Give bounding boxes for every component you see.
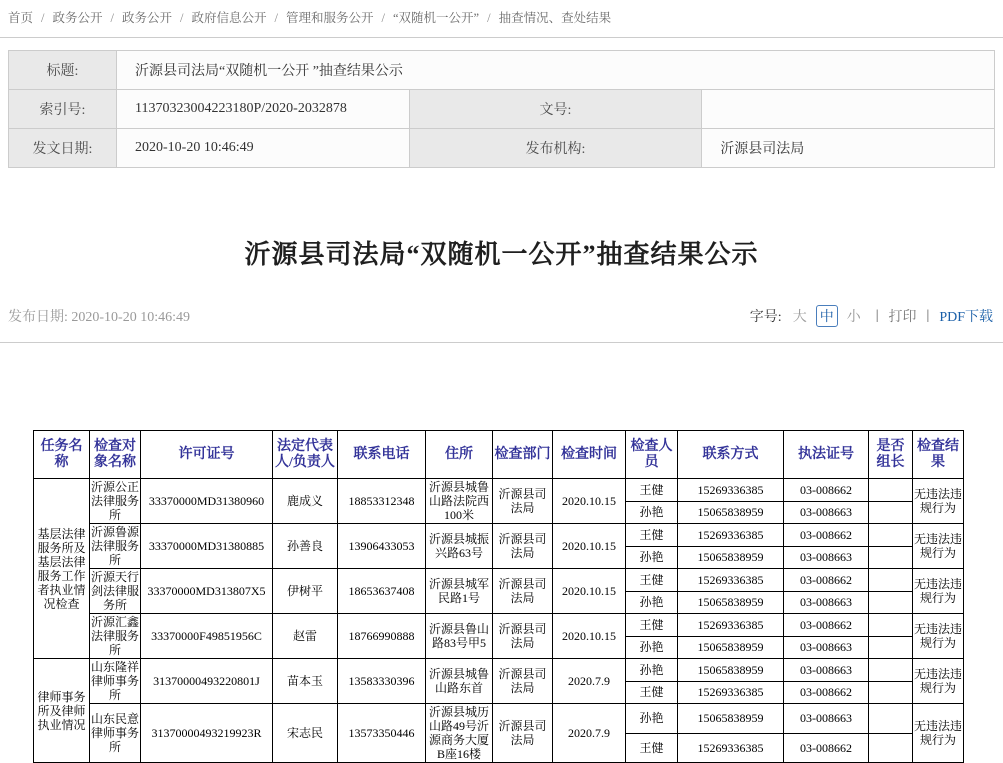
meta-title-label: 标题:	[9, 51, 117, 90]
cell-result: 无违法违规行为	[913, 524, 964, 569]
cell-phone: 13906433053	[338, 524, 426, 569]
cell-result: 无违法违规行为	[913, 659, 964, 704]
cell-is-leader	[869, 704, 913, 734]
cell-cert-number: 03-008662	[784, 614, 869, 637]
cell-inspection-date: 2020.10.15	[553, 524, 626, 569]
cell-cert-number: 03-008663	[784, 636, 869, 659]
cell-is-leader	[869, 479, 913, 502]
meta-date-label: 发文日期:	[9, 129, 117, 168]
breadcrumb-item[interactable]: “双随机一公开”	[393, 11, 480, 25]
column-header: 检查部门	[493, 431, 553, 479]
column-header: 是否组长	[869, 431, 913, 479]
cell-cert-number: 03-008662	[784, 681, 869, 704]
cell-inspector: 王健	[626, 733, 678, 763]
meta-docnum-label: 文号:	[409, 90, 702, 129]
column-header: 住所	[426, 431, 493, 479]
font-size-label: 字号:	[749, 310, 782, 325]
breadcrumb-separator: /	[381, 11, 385, 25]
cell-inspector-contact: 15269336385	[678, 614, 784, 637]
cell-inspector: 孙艳	[626, 659, 678, 682]
breadcrumb-item[interactable]: 抽查情况、查处结果	[498, 11, 612, 25]
cell-result: 无违法违规行为	[913, 569, 964, 614]
inspection-table	[33, 430, 964, 763]
cell-object-name: 山东隆祥律师事务所	[91, 660, 140, 702]
cell-department: 沂源县司法局	[493, 524, 553, 569]
cell-is-leader	[869, 681, 913, 704]
font-size-large-button[interactable]: 大	[792, 310, 807, 325]
column-header: 联系电话	[338, 431, 426, 479]
cell-inspector: 孙艳	[626, 546, 678, 569]
cell-cert-number: 03-008662	[784, 733, 869, 763]
publish-date	[8, 306, 190, 326]
cell-license-number: 31370000493219923R	[141, 704, 273, 763]
cell-inspector: 孙艳	[626, 501, 678, 524]
cell-address: 沂源县城鲁山路东首	[426, 659, 493, 704]
cell-department: 沂源县司法局	[493, 659, 553, 704]
cell-object-name: 沂源天行剑法律服务所	[91, 570, 140, 612]
cell-object-name: 山东民意律师事务所	[90, 704, 141, 763]
cell-inspector: 孙艳	[626, 591, 678, 614]
column-header: 检查时间	[553, 431, 626, 479]
article-bar	[8, 305, 993, 327]
cell-inspector-contact: 15269336385	[678, 681, 784, 704]
meta-row-date	[9, 129, 995, 168]
cell-legal-representative: 赵雷	[273, 614, 338, 659]
meta-table	[8, 50, 995, 168]
cell-is-leader	[869, 659, 913, 682]
cell-task-name: 律师事务所及律师执业情况	[34, 659, 90, 763]
meta-index-value: 11370323004223180P/2020-2032878	[117, 90, 410, 129]
cell-object-name: 沂源汇鑫法律服务所	[91, 615, 140, 657]
breadcrumb-item[interactable]: 首页	[8, 11, 34, 25]
cell-inspector-contact: 15269336385	[678, 733, 784, 763]
cell-object-name: 沂源公正法律服务所	[91, 480, 140, 522]
cell-inspection-date: 2020.10.15	[553, 479, 626, 524]
cell-inspector-contact: 15269336385	[678, 569, 784, 592]
cell-inspection-date: 2020.10.15	[553, 569, 626, 614]
cell-license-number: 33370000MD31380960	[141, 479, 273, 524]
font-size-medium-button[interactable]: 中	[816, 305, 838, 327]
table-row	[34, 659, 964, 682]
cell-cert-number: 03-008663	[784, 546, 869, 569]
cell-is-leader	[869, 569, 913, 592]
cell-department: 沂源县司法局	[493, 704, 553, 763]
cell-legal-representative: 孙善良	[273, 524, 338, 569]
cell-cert-number: 03-008663	[784, 659, 869, 682]
breadcrumb-separator: /	[487, 11, 491, 25]
column-header: 检查结果	[913, 431, 964, 479]
cell-is-leader	[869, 636, 913, 659]
controls-separator: |	[926, 308, 930, 323]
cell-result: 无违法违规行为	[913, 614, 964, 659]
cell-inspector: 王健	[626, 479, 678, 502]
cell-inspection-date: 2020.10.15	[553, 614, 626, 659]
cell-address: 沂源县鲁山路83号甲5	[426, 614, 493, 659]
meta-index-label: 索引号:	[9, 90, 117, 129]
column-header: 检查对象名称	[90, 431, 141, 479]
table-row	[34, 614, 964, 637]
column-header: 执法证号	[784, 431, 869, 479]
cell-inspector-contact: 15065838959	[678, 591, 784, 614]
cell-license-number: 33370000MD313807X5	[141, 569, 273, 614]
cell-inspection-date: 2020.7.9	[553, 704, 626, 763]
breadcrumb-item[interactable]: 政务公开	[122, 11, 173, 25]
cell-phone: 13573350446	[338, 704, 426, 763]
cell-inspector-contact: 15065838959	[678, 636, 784, 659]
divider	[0, 342, 1003, 343]
cell-cert-number: 03-008662	[784, 479, 869, 502]
meta-row-index	[9, 90, 995, 129]
cell-inspection-date: 2020.7.9	[553, 659, 626, 704]
cell-department: 沂源县司法局	[493, 614, 553, 659]
cell-address: 沂源县城鲁山路法院西100米	[426, 479, 493, 524]
article-controls	[750, 305, 993, 327]
table-row	[34, 524, 964, 547]
table-row	[34, 479, 964, 502]
column-header: 检查人员	[626, 431, 678, 479]
cell-inspector: 王健	[626, 614, 678, 637]
meta-org-label: 发布机构:	[409, 129, 702, 168]
cell-legal-representative: 苗本玉	[273, 659, 338, 704]
cell-is-leader	[869, 524, 913, 547]
meta-org-value: 沂源县司法局	[702, 129, 995, 168]
cell-address: 沂源县城历山路49号沂源商务大厦B座16楼	[426, 704, 493, 763]
meta-title-value: 沂源县司法局“双随机一公开 ”抽查结果公示	[117, 51, 995, 90]
cell-phone: 18853312348	[338, 479, 426, 524]
inspection-table-body	[34, 479, 964, 763]
cell-result: 无违法违规行为	[913, 479, 964, 524]
cell-legal-representative: 伊树平	[273, 569, 338, 614]
breadcrumb-item[interactable]: 管理和服务公开	[286, 11, 374, 25]
cell-inspector-contact: 15065838959	[678, 501, 784, 524]
cell-task-name: 基层法律服务所及基层法律服务工作者执业情况检查	[34, 479, 90, 659]
cell-is-leader	[869, 591, 913, 614]
cell-license-number: 33370000MD31380885	[141, 524, 273, 569]
pdf-download-button[interactable]: PDF下载	[939, 310, 993, 325]
breadcrumb-separator: /	[274, 11, 278, 25]
cell-cert-number: 03-008663	[784, 591, 869, 614]
cell-phone: 18766990888	[338, 614, 426, 659]
cell-cert-number: 03-008663	[784, 704, 869, 734]
cell-address: 沂源县城振兴路63号	[426, 524, 493, 569]
cell-legal-representative: 宋志民	[273, 704, 338, 763]
breadcrumb-item[interactable]: 政府信息公开	[191, 11, 267, 25]
cell-inspector-contact: 15065838959	[678, 546, 784, 569]
cell-address: 沂源县城军民路1号	[426, 569, 493, 614]
inspection-table-head-row	[34, 431, 964, 479]
cell-legal-representative: 鹿成义	[273, 479, 338, 524]
cell-inspector: 王健	[626, 569, 678, 592]
print-button[interactable]: 打印	[888, 310, 917, 325]
cell-is-leader	[869, 614, 913, 637]
meta-row-title	[9, 51, 995, 90]
breadcrumb-separator: /	[41, 11, 45, 25]
meta-docnum-value	[702, 90, 995, 129]
cell-phone: 13583330396	[338, 659, 426, 704]
column-header: 法定代表人/负责人	[273, 431, 338, 479]
cell-object-name: 沂源鲁源法律服务所	[91, 525, 140, 567]
column-header: 任务名称	[34, 431, 90, 479]
cell-inspector: 孙艳	[626, 704, 678, 734]
meta-date-value: 2020-10-20 10:46:49	[117, 129, 410, 168]
cell-inspector-contact: 15269336385	[678, 524, 784, 547]
page-title: 沂源县司法局“双随机一公开”抽查结果公示	[244, 240, 759, 269]
cell-cert-number: 03-008662	[784, 569, 869, 592]
cell-inspector-contact: 15269336385	[678, 479, 784, 502]
breadcrumb-item[interactable]: 政务公开	[52, 11, 103, 25]
cell-is-leader	[869, 501, 913, 524]
cell-result: 无违法违规行为	[913, 704, 964, 763]
publish-date-value: 2020-10-20 10:46:49	[71, 310, 190, 325]
cell-inspector: 王健	[626, 681, 678, 704]
column-header: 联系方式	[678, 431, 784, 479]
publish-date-label: 发布日期:	[8, 310, 68, 325]
cell-department: 沂源县司法局	[493, 569, 553, 614]
table-row	[34, 704, 964, 734]
font-size-small-button[interactable]: 小	[846, 310, 861, 325]
cell-is-leader	[869, 546, 913, 569]
cell-cert-number: 03-008662	[784, 524, 869, 547]
breadcrumb	[0, 0, 1003, 38]
table-row	[34, 569, 964, 592]
cell-inspector-contact: 15065838959	[678, 704, 784, 734]
cell-phone: 18653637408	[338, 569, 426, 614]
cell-inspector: 孙艳	[626, 636, 678, 659]
cell-inspector: 王健	[626, 524, 678, 547]
cell-license-number: 31370000493220801J	[141, 659, 273, 704]
cell-department: 沂源县司法局	[493, 479, 553, 524]
cell-license-number: 33370000F49851956C	[141, 614, 273, 659]
breadcrumb-separator: /	[180, 11, 184, 25]
breadcrumb-separator: /	[110, 11, 114, 25]
cell-is-leader	[869, 733, 913, 763]
controls-separator: |	[875, 308, 879, 323]
column-header: 许可证号	[141, 431, 273, 479]
cell-inspector-contact: 15065838959	[678, 659, 784, 682]
cell-cert-number: 03-008663	[784, 501, 869, 524]
